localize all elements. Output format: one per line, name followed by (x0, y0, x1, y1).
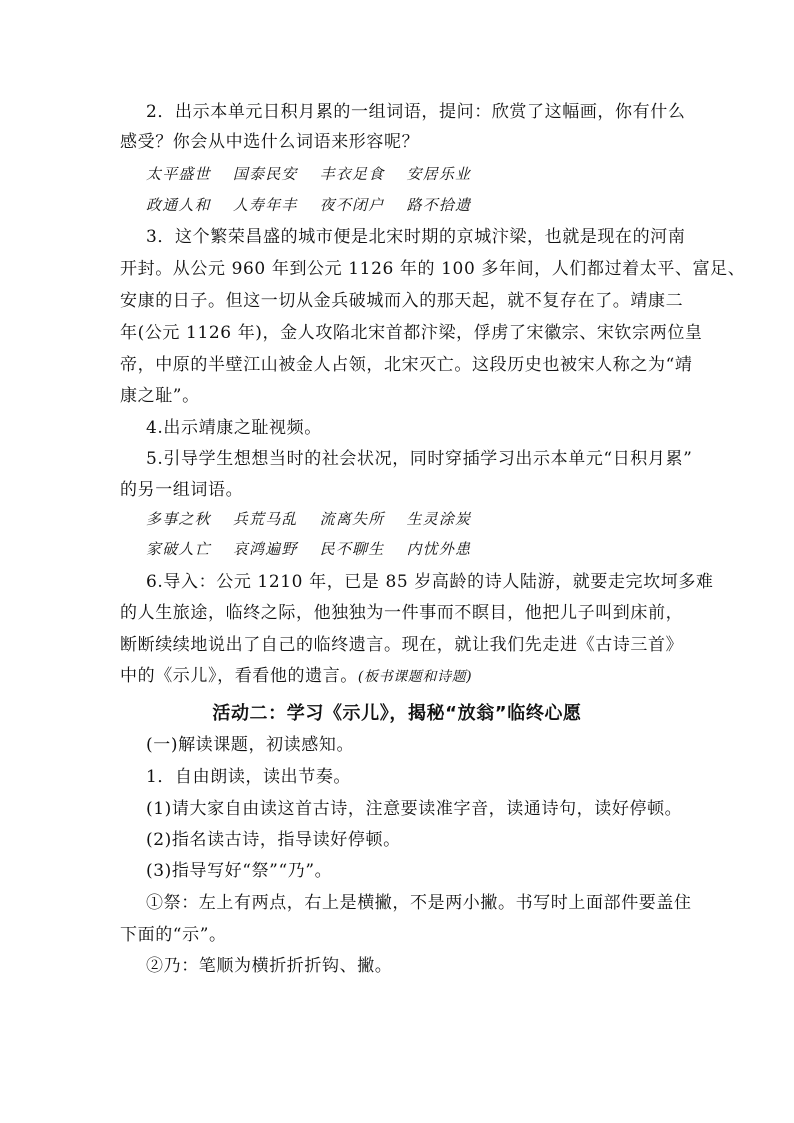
note-nai: ②乃：笔顺为横折折折钩、撇。 (146, 956, 393, 976)
idiom: 民不聊生 (319, 540, 385, 558)
item6-line3: 断断续续地说出了自己的临终遗言。现在，就让我们先走进《古诗三首》 (120, 635, 684, 655)
idiom: 太平盛世 (146, 165, 211, 183)
word-group-turmoil-row2 (146, 538, 493, 560)
item6-line4 (120, 665, 472, 688)
word-group-turmoil-row1 (146, 508, 493, 530)
item2-line2: 感受？你会从中选什么词语来形容呢？ (120, 132, 420, 152)
idiom: 内忧外患 (406, 540, 472, 558)
idiom: 国泰民安 (232, 165, 298, 183)
item6-line1: 6.导入：公元 1210 年，已是 85 岁高龄的诗人陆游，就要走完坎坷多难 (146, 572, 714, 592)
idiom: 兵荒马乱 (232, 510, 298, 528)
idiom: 多事之秋 (146, 510, 211, 528)
idiom: 安居乐业 (406, 165, 472, 183)
activity2-item1: 1．自由朗读，读出节奏。 (146, 767, 352, 787)
activity2-subsection: (一)解读课题，初读感知。 (146, 735, 355, 755)
item3-line1: 3．这个繁荣昌盛的城市便是北宋时期的京城汴梁，也就是现在的河南 (146, 227, 686, 247)
blackboard-note: (板书课题和诗题) (357, 669, 473, 685)
idiom: 生灵涂炭 (406, 510, 472, 528)
item6-line2: 的人生旅途，临终之际，他独独为一件事而不瞑目，他把儿子叫到床前， (120, 603, 684, 623)
idiom: 哀鸿遍野 (232, 540, 298, 558)
idiom: 流离失所 (319, 510, 385, 528)
item4: 4.出示靖康之耻视频。 (146, 418, 322, 438)
item5-line1: 5.引导学生想想当时的社会状况，同时穿插学习出示本单元“日积月累” (146, 449, 693, 469)
word-group-prosperity-row2 (146, 194, 493, 216)
activity2-step1: (1)请大家自由读这首古诗，注意要读准字音，读通诗句，读好停顿。 (146, 799, 683, 819)
word-group-prosperity-row1 (146, 163, 493, 185)
note-ji-line2: 下面的“示”。 (120, 925, 227, 945)
idiom: 丰衣足食 (319, 165, 385, 183)
item3-line4: 年(公元 1126 年)，金人攻陷北宋首都汴梁，俘虏了宋徽宗、宋钦宗两位皇 (120, 323, 703, 343)
idiom: 家破人亡 (146, 540, 211, 558)
idiom: 夜不闭户 (319, 196, 385, 214)
item3-line5: 帝，中原的半壁江山被金人占领，北宋灭亡。这段历史也被宋人称之为“靖 (120, 355, 693, 375)
note-ji-line1: ①祭：左上有两点，右上是横撇，不是两小撇。书写时上面部件要盖住 (146, 893, 692, 913)
item3-line2: 开封。从公元 960 年到公元 1126 年的 100 多年间，人们都过着太平、富足、 (120, 259, 746, 279)
idiom: 人寿年丰 (232, 196, 298, 214)
idiom: 政通人和 (146, 196, 211, 214)
activity2-step3: (3)指导写好“祭”“乃”。 (146, 861, 333, 881)
item5-line2: 的另一组词语。 (120, 480, 244, 500)
item2-line1: 2．出示本单元日积月累的一组词语，提问：欣赏了这幅画，你有什么 (146, 102, 686, 122)
activity2-step2: (2)指名读古诗，指导读好停顿。 (146, 830, 401, 850)
item3-line3: 安康的日子。但这一切从金兵破城而入的那天起，就不复存在了。靖康二 (120, 291, 684, 311)
item6-line4-text: 中的《示儿》，看看他的遗言。 (120, 666, 358, 686)
item3-line6: 康之耻”。 (120, 386, 200, 406)
activity2-heading: 活动二：学习《示儿》，揭秘“放翁”临终心愿 (212, 703, 582, 724)
idiom: 路不拾遗 (406, 196, 472, 214)
